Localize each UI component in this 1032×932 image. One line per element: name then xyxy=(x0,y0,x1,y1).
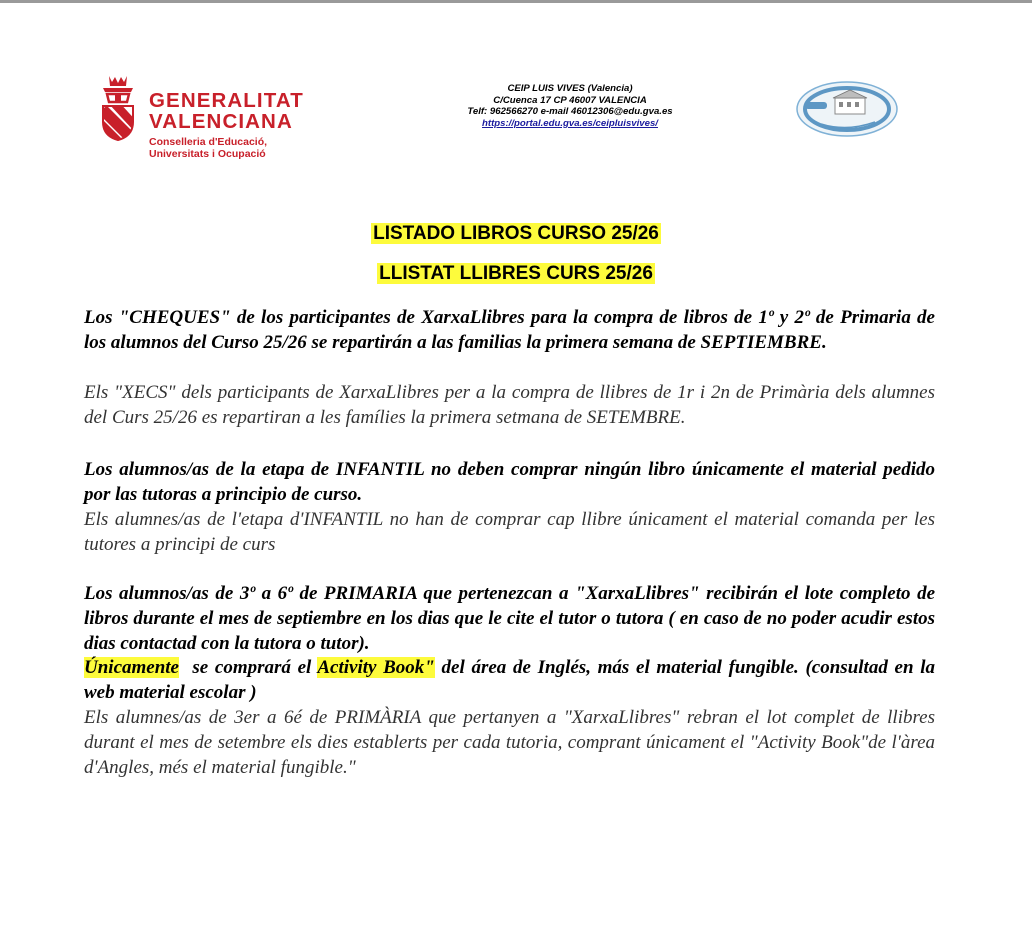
infantil-paragraph-es: Los alumnos/as de la etapa de INFANTIL no deben comprar ningún libro únicamente el material pedido por las tutoras a principio de curso. xyxy=(84,459,935,505)
page-top-border xyxy=(0,0,1032,3)
cheques-paragraph-va: Els "XECS" dels participants de XarxaLlibres per a la compra de llibres de 1r i 2n de Primària dels alumnes del Curs 25/26 es repartiran a les famílies la primera setmana de SETEMBRE. xyxy=(84,382,935,428)
generalitat-name-line1: GENERALITAT xyxy=(149,89,304,112)
activity-mid-text: se comprará el xyxy=(179,657,318,678)
unicamente-highlight: Únicamente xyxy=(84,657,179,678)
infantil-paragraph-va: Els alumnes/as de l'etapa d'INFANTIL no han de comprar cap llibre únicament el material comanda per les tutores a principi de curs xyxy=(84,509,935,555)
school-info xyxy=(440,83,700,129)
school-address: C/Cuenca 17 CP 46007 VALENCIA xyxy=(493,94,647,106)
conselleria-line1: Conselleria d'Educació, xyxy=(149,136,268,148)
title-spanish-text: LISTADO LIBROS CURSO 25/26 xyxy=(373,223,659,244)
school-name: CEIP LUIS VIVES (Valencia) xyxy=(507,83,633,94)
conselleria-line2: Universitats i Ocupació xyxy=(149,148,266,160)
cheques-paragraph-es: Los "CHEQUES" de los participantes de XarxaLlibres para la compra de libros de 1º y 2º de Primaria de los alumnos del Curso 25/26 se repartirán a las familias la primera semana de SEPTIEMBRE. xyxy=(84,307,935,353)
generalitat-emblem-icon xyxy=(95,74,141,142)
primaria-paragraph-va: Els alumnes/as de 3er a 6é de PRIMÀRIA que pertanyen a "XarxaLlibres" rebran el lot complet de llibres durant el mes de setembre els dies establerts per cada tutoria, comprant únicament el "Activity Book"de l'àrea d'Angles, més el material fungible." xyxy=(84,707,935,778)
activity-book-highlight: Activity Book" xyxy=(317,657,435,678)
activity-book-paragraph-es xyxy=(84,655,935,705)
activity-rest-text: del área de Inglés, más el material fungible. (consultad en la web material escolar ) xyxy=(84,657,935,703)
conselleria-name xyxy=(149,136,267,160)
title-valencian xyxy=(0,262,1032,286)
school-website-link[interactable]: https://portal.edu.gva.es/ceipluisvives/ xyxy=(482,117,658,129)
primaria-paragraph-es: Los alumnos/as de 3º a 6º de PRIMARIA que pertenezcan a "XarxaLlibres" recibirán el lote completo de libros durante el mes de septiembre en los dias que le cite el tutor o tutora ( en caso de no poder acudir estos dias contactad con la tutora o tutor). xyxy=(84,583,935,654)
generalitat-logo xyxy=(95,72,345,164)
generalitat-name-line2: VALENCIANA xyxy=(149,110,293,133)
title-valencian-text: LLISTAT LLIBRES CURS 25/26 xyxy=(379,263,653,284)
generalitat-name xyxy=(149,90,304,132)
title-spanish xyxy=(0,222,1032,246)
school-contact: Telf: 962566270 e-mail 46012306@edu.gva.es xyxy=(467,106,673,118)
school-logo-icon xyxy=(795,80,900,138)
